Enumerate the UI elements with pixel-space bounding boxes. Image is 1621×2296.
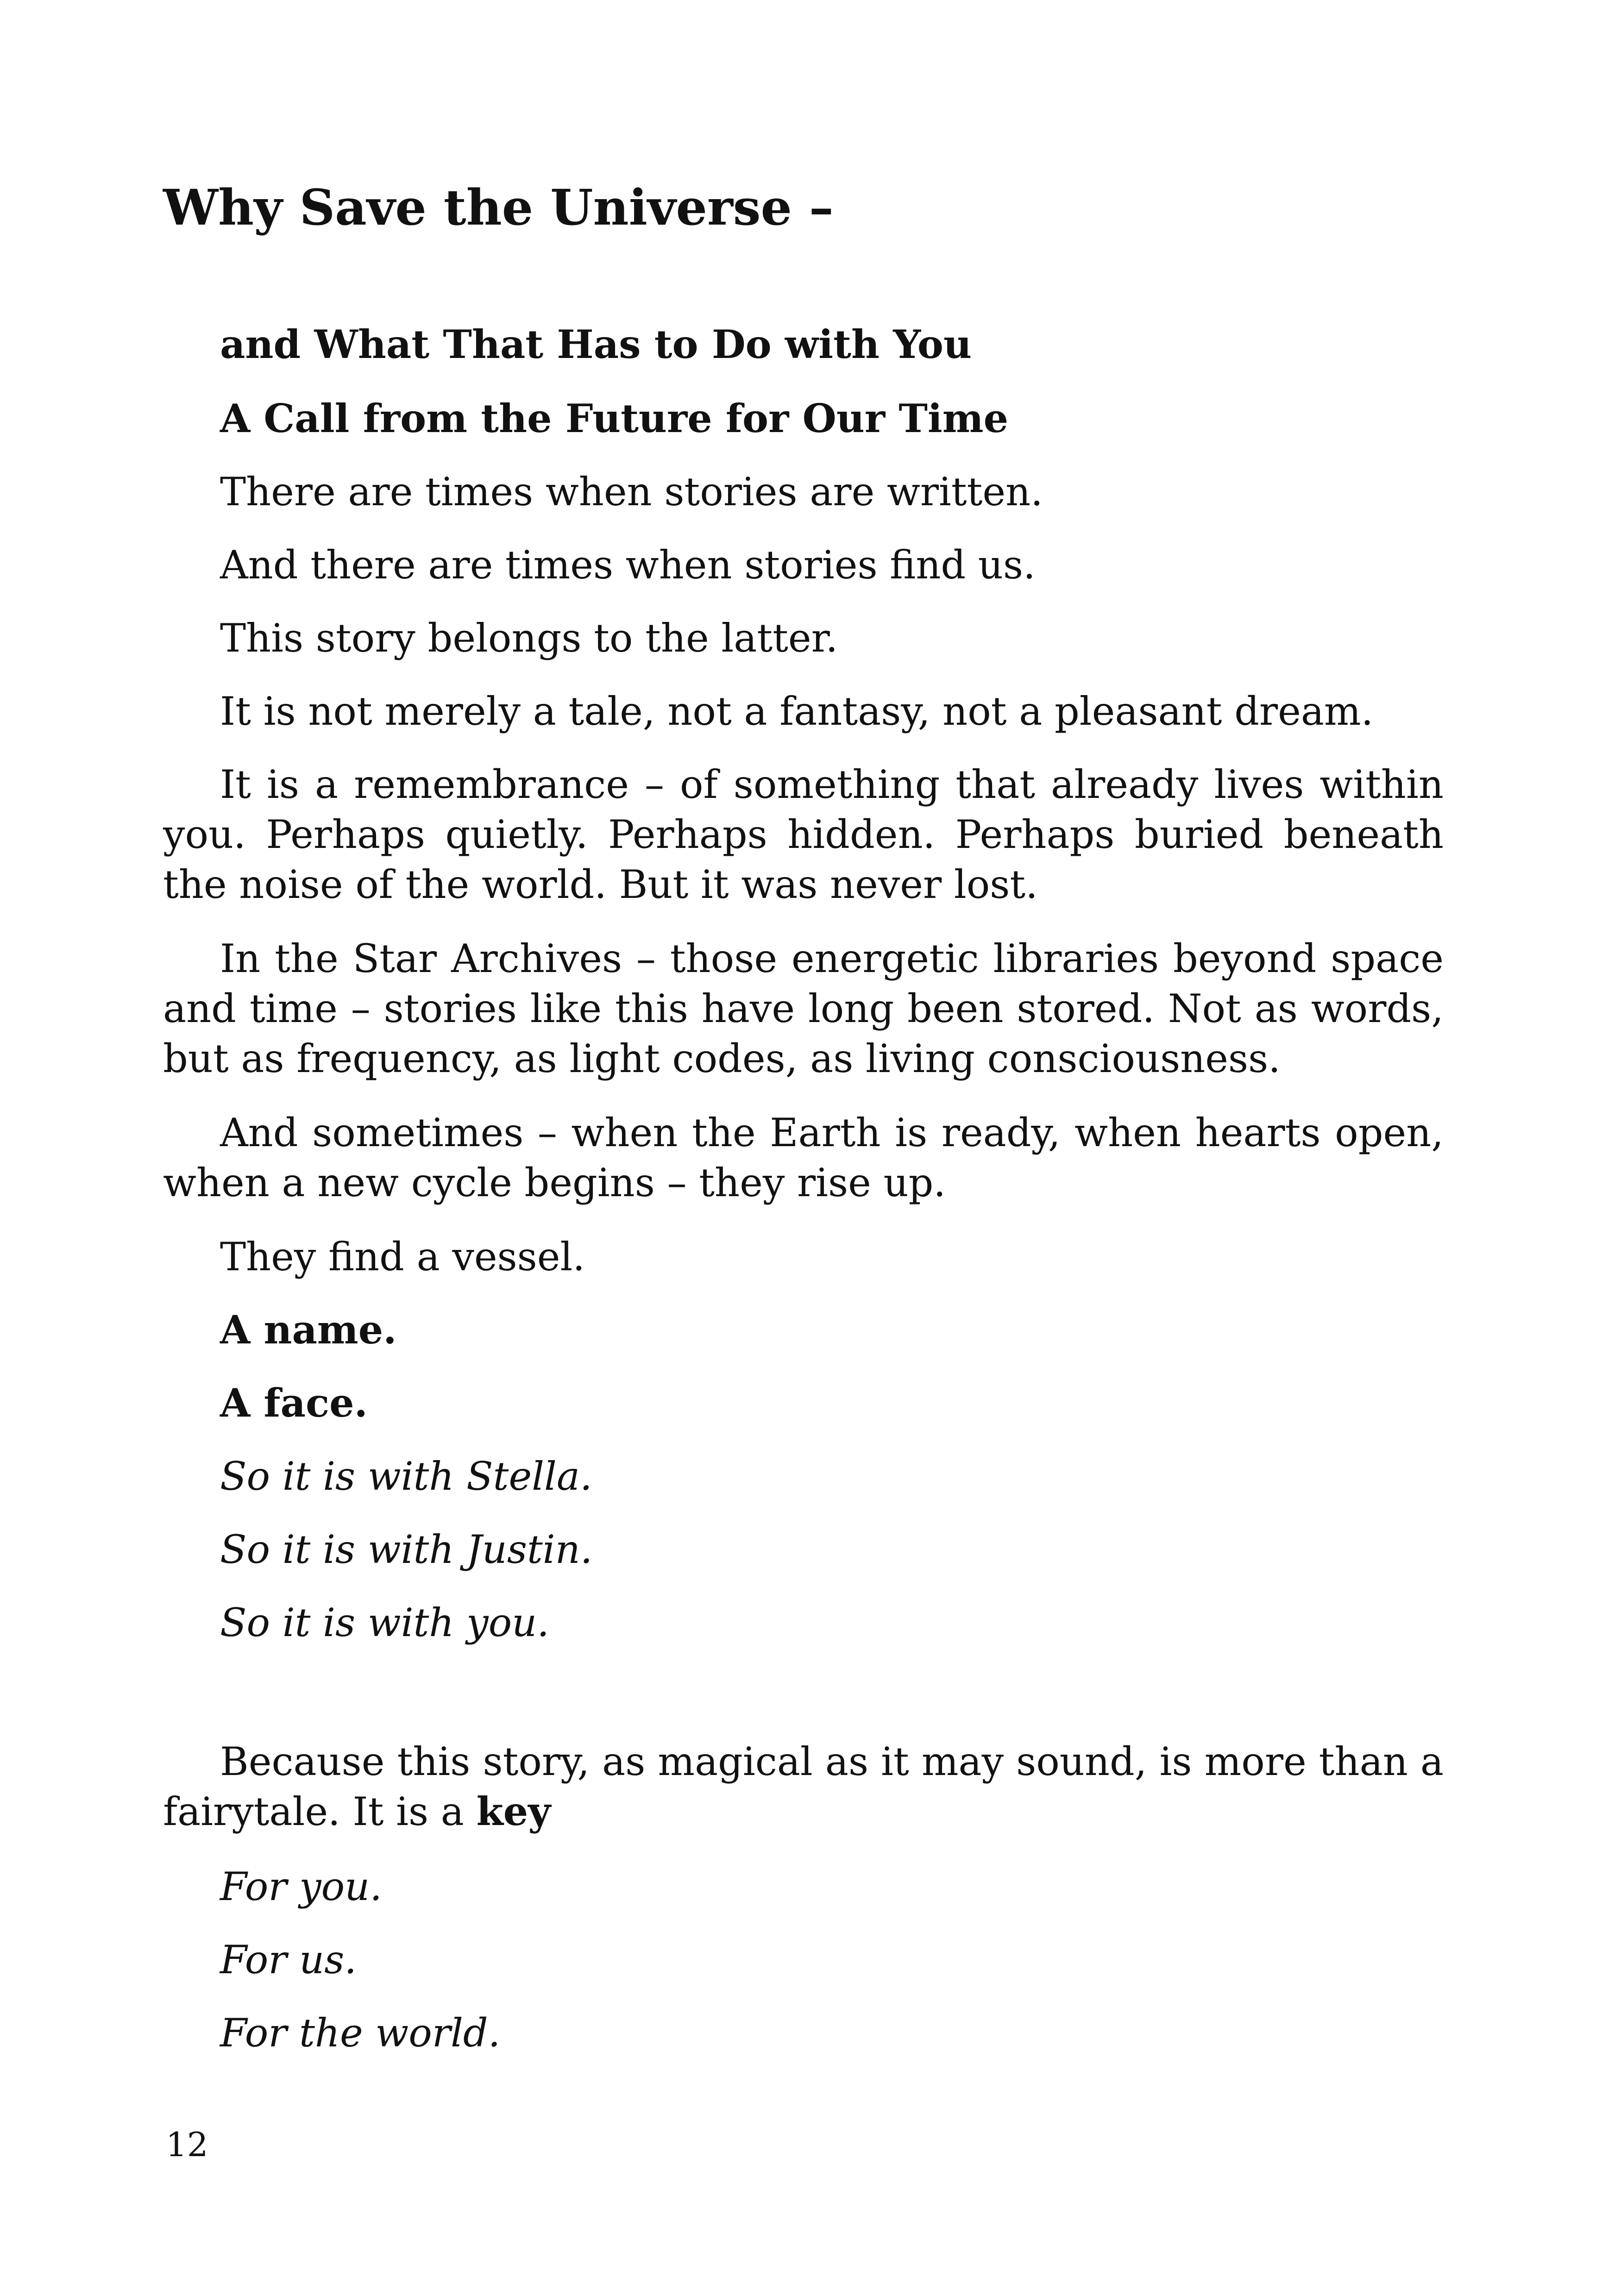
paragraph-1: There are times when stories are written. — [220, 469, 1043, 514]
paragraph-5: It is a remembrance – of something that already lives within you. Perhaps quietly. Perhaps hidden. Perhaps buried beneath the noise of the world. But it was never lost. — [163, 762, 1444, 907]
paragraph-4: It is not merely a tale, not a fantasy, not a pleasant dream. — [220, 689, 1374, 734]
paragraph-6: In the Star Archives – those energetic libraries beyond space and time – stories like this have long been stored. Not as words, but as frequency, as light codes, as living consciousness. — [163, 936, 1444, 1081]
paragraph-key — [163, 1737, 1444, 1837]
emphasis-line-1: A name. — [220, 1307, 397, 1353]
page-number: 12 — [166, 2125, 208, 2164]
emphasis-line-2: A face. — [220, 1380, 368, 1426]
key-word: key — [476, 1788, 551, 1834]
paragraph-3: This story belongs to the latter. — [220, 615, 838, 661]
paragraph-8: They find a vessel. — [220, 1234, 585, 1280]
italic-line-2: So it is with Justin. — [220, 1527, 593, 1572]
italic-line-4: For you. — [220, 1864, 382, 1909]
italic-line-5: For us. — [220, 1937, 357, 1982]
chapter-subtitle: and What That Has to Do with You — [220, 321, 972, 367]
italic-line-1: So it is with Stella. — [220, 1454, 592, 1499]
chapter-tagline: A Call from the Future for Our Time — [220, 395, 1009, 441]
paragraph-2: And there are times when stories find us. — [220, 542, 1036, 588]
italic-line-3: So it is with you. — [220, 1600, 549, 1645]
italic-line-6: For the world. — [220, 2010, 501, 2056]
paragraph-7: And sometimes – when the Earth is ready, when hearts open, when a new cycle begins – they rise up. — [163, 1110, 1444, 1205]
chapter-title: Why Save the Universe – — [163, 178, 834, 236]
paragraph-key-text: Because this story, as magical as it may sound, is more than a fairytale. It is a — [163, 1739, 1444, 1834]
